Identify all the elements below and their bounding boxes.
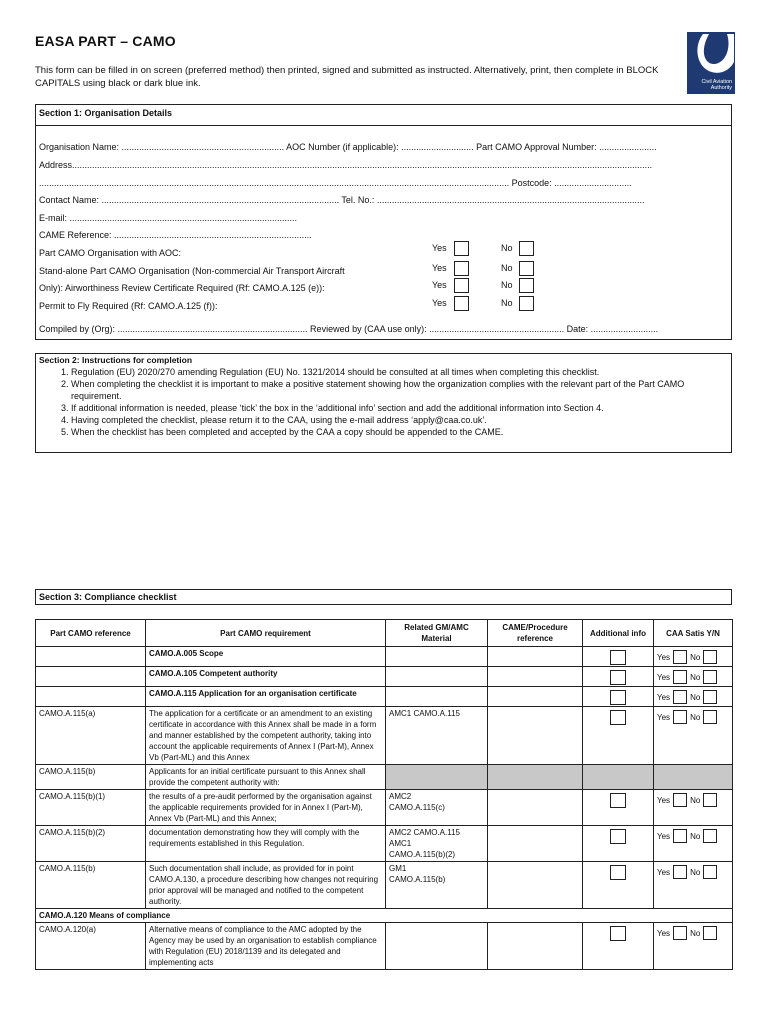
additional-info-cell [583, 765, 654, 790]
logo-line-1: Civil Aviation [701, 79, 732, 85]
question-camo-aoc: Part CAMO Organisation with AOC: [39, 248, 182, 258]
came-procedure-reference[interactable] [488, 923, 583, 970]
yes-label: Yes [657, 692, 671, 702]
no-label: No [690, 795, 701, 805]
caa-satis-cell [654, 707, 733, 765]
caa-satis-yes-no [657, 793, 729, 807]
came-procedure-reference[interactable] [488, 707, 583, 765]
yes-label: Yes [657, 928, 671, 938]
caa-satis-yes-no [657, 710, 729, 724]
no-label: No [690, 652, 701, 662]
caa-no-checkbox[interactable] [703, 793, 717, 807]
yes-label: Yes [657, 712, 671, 722]
table-row [36, 909, 733, 923]
table-row [36, 687, 733, 707]
additional-info-checkbox[interactable] [610, 865, 626, 880]
part-camo-requirement: Such documentation shall include, as provided for in point CAMO.A.130, a procedure describing how changes not requiring prior approval will be managed and notified to the competent authority. [146, 862, 386, 909]
related-gm-amc: AMC2 CAMO.A.115(c) [386, 790, 488, 826]
caa-yes-checkbox[interactable] [673, 670, 687, 684]
additional-info-checkbox[interactable] [610, 926, 626, 941]
section2-box [35, 353, 732, 453]
section1-box [35, 104, 732, 340]
no-label: No [690, 692, 701, 702]
additional-info-cell [583, 862, 654, 909]
no-label: No [501, 263, 513, 273]
caa-satis-yes-no [657, 650, 729, 664]
question-arc: Only): Airworthiness Review Certificate Required (Rf: CAMO.A.125 (e)): [39, 283, 325, 293]
additional-info-checkbox[interactable] [610, 710, 626, 725]
email-line[interactable]: E-mail: ........................................................................................... [39, 213, 298, 223]
caa-satis-cell [654, 687, 733, 707]
related-gm-amc [386, 667, 488, 687]
part-camo-reference: CAMO.A.115(b) [36, 765, 146, 790]
caa-satis-yes-no [657, 670, 729, 684]
yes-label: Yes [657, 831, 671, 841]
part-camo-requirement: CAMO.A.005 Scope [146, 647, 386, 667]
part-camo-requirement: CAMO.A.115 Application for an organisation certificate [146, 687, 386, 707]
question-permit-to-fly: Permit to Fly Required (Rf: CAMO.A.125 (f)): [39, 301, 218, 311]
instructions-list [51, 366, 721, 438]
part-camo-reference [36, 647, 146, 667]
instruction-item: 2. When completing the checklist it is important to make a positive statement showing how the organization complies with the relevant part of the Part CAMO requirement. [71, 378, 721, 402]
caa-no-checkbox[interactable] [703, 670, 717, 684]
additional-info-checkbox[interactable] [610, 829, 626, 844]
additional-info-cell [583, 707, 654, 765]
caa-no-checkbox[interactable] [703, 690, 717, 704]
col-header: Part CAMO requirement [146, 620, 386, 647]
form-intro: This form can be filled in on screen (preferred method) then printed, signed and submitted as instructed. Alternatively, print, then complete in BLOCK CAPITALS using black or dark blue ink. [35, 65, 659, 89]
yes-label: Yes [432, 263, 447, 273]
caa-no-checkbox[interactable] [703, 710, 717, 724]
came-reference-line[interactable]: CAME Reference: ............................................................................... [39, 230, 312, 240]
caa-satis-cell [654, 765, 733, 790]
no-label: No [501, 243, 513, 253]
section1-heading: Section 1: Organisation Details [39, 108, 173, 118]
yes-label: Yes [657, 867, 671, 877]
part-camo-reference: CAMO.A.115(b)(2) [36, 826, 146, 862]
no-label: No [690, 672, 701, 682]
standalone-yes-checkbox[interactable] [454, 261, 469, 276]
table-row [36, 862, 733, 909]
caa-logo [687, 32, 735, 94]
section3-heading: Section 3: Compliance checklist [39, 592, 177, 602]
part-camo-reference: CAMO.A.115(b)(1) [36, 790, 146, 826]
caa-satis-cell [654, 923, 733, 970]
part-camo-requirement: Alternative means of compliance to the AMC adopted by the Agency may be used by an organisation to establish compliance with Regulation (EU) 2018/1139 and its delegated and implementing acts [146, 923, 386, 970]
table-row [36, 790, 733, 826]
additional-info-cell [583, 647, 654, 667]
related-gm-amc [386, 765, 488, 790]
caa-satis-yes-no [657, 926, 729, 940]
caa-yes-checkbox[interactable] [673, 650, 687, 664]
caa-yes-checkbox[interactable] [673, 690, 687, 704]
caa-no-checkbox[interactable] [703, 926, 717, 940]
additional-info-cell [583, 923, 654, 970]
related-gm-amc: AMC2 CAMO.A.115 AMC1 CAMO.A.115(b)(2) [386, 826, 488, 862]
col-header: Additional info [583, 620, 654, 647]
related-gm-amc: GM1 CAMO.A.115(b) [386, 862, 488, 909]
standalone-no-checkbox[interactable] [519, 261, 534, 276]
came-procedure-reference[interactable] [488, 790, 583, 826]
section2-heading: Section 2: Instructions for completion [39, 355, 193, 365]
additional-info-checkbox[interactable] [610, 690, 626, 705]
no-label: No [690, 712, 701, 722]
part-camo-reference [36, 667, 146, 687]
caa-yes-checkbox[interactable] [673, 926, 687, 940]
table-header-row [36, 620, 733, 647]
caa-satis-cell [654, 790, 733, 826]
form-title: EASA PART – CAMO [35, 33, 176, 49]
logo-line-2: Authority [710, 85, 732, 91]
section-row-heading: CAMO.A.120 Means of compliance [36, 909, 733, 923]
table-row [36, 707, 733, 765]
instruction-item: 4. Having completed the checklist, please return it to the CAA, using the e-mail address ‘apply@caa.co.uk’. [71, 414, 721, 426]
no-label: No [690, 867, 701, 877]
caa-satis-cell [654, 862, 733, 909]
part-camo-reference: CAMO.A.115(a) [36, 707, 146, 765]
ptf-no-checkbox[interactable] [519, 296, 534, 311]
part-camo-requirement: The application for a certificate or an amendment to an existing certificate in accordance with this Annex shall be made in a form and manner established by the competent authority, taking into account the applicable requirements of Annex I (Part-M), Annex Vb (Part-ML) and this Annex [146, 707, 386, 765]
logo-text [702, 79, 732, 91]
org-details-line[interactable]: Organisation Name: ................................................................. AOC Number (if applicable): ............................. Part CAMO Approval Number: ....................... [39, 142, 657, 152]
related-gm-amc [386, 923, 488, 970]
related-gm-amc: AMC1 CAMO.A.115 [386, 707, 488, 765]
address-line[interactable]: Address........................................................................................................................................................................................................................................ [39, 160, 653, 170]
yes-label: Yes [432, 280, 447, 290]
no-label: No [501, 298, 513, 308]
additional-info-cell [583, 826, 654, 862]
caa-satis-cell [654, 667, 733, 687]
additional-info-cell [583, 790, 654, 826]
no-label: No [690, 831, 701, 841]
aoc-yes-checkbox[interactable] [454, 241, 469, 256]
caa-yes-checkbox[interactable] [673, 710, 687, 724]
additional-info-cell [583, 667, 654, 687]
section3-heading-box [35, 589, 732, 605]
came-procedure-reference[interactable] [488, 667, 583, 687]
came-procedure-reference[interactable] [488, 826, 583, 862]
col-header: CAME/Procedure reference [488, 620, 583, 647]
table-row [36, 647, 733, 667]
part-camo-reference: CAMO.A.120(a) [36, 923, 146, 970]
caa-satis-yes-no [657, 690, 729, 704]
question-standalone: Stand-alone Part CAMO Organisation (Non-commercial Air Transport Aircraft [39, 266, 345, 276]
postcode-line[interactable]: ............................................................................................................................................................................................ Postcode: ............................... [39, 178, 632, 188]
part-camo-requirement: documentation demonstrating how they will comply with the requirements established in this Regulation. [146, 826, 386, 862]
additional-info-checkbox[interactable] [610, 650, 626, 665]
caa-satis-cell [654, 826, 733, 862]
contact-line[interactable]: Contact Name: ............................................................................................... Tel. No.: ........................................................................................................... [39, 195, 645, 205]
yes-label: Yes [432, 243, 447, 253]
came-procedure-reference[interactable] [488, 687, 583, 707]
caa-yes-checkbox[interactable] [673, 829, 687, 843]
additional-info-checkbox[interactable] [610, 793, 626, 808]
yes-label: Yes [657, 652, 671, 662]
came-procedure-reference [488, 765, 583, 790]
caa-satis-yes-no [657, 829, 729, 843]
related-gm-amc [386, 647, 488, 667]
caa-satis-yes-no [657, 865, 729, 879]
col-header: Part CAMO reference [36, 620, 146, 647]
instruction-item: 5. When the checklist has been completed and accepted by the CAA a copy should be appended to the CAME. [71, 426, 721, 438]
additional-info-cell [583, 687, 654, 707]
caa-no-checkbox[interactable] [703, 865, 717, 879]
caa-yes-checkbox[interactable] [673, 793, 687, 807]
table-row [36, 667, 733, 687]
caa-yes-checkbox[interactable] [673, 865, 687, 879]
additional-info-checkbox[interactable] [610, 670, 626, 685]
part-camo-reference: CAMO.A.115(b) [36, 862, 146, 909]
related-gm-amc [386, 687, 488, 707]
came-procedure-reference[interactable] [488, 647, 583, 667]
instruction-item: 3. If additional information is needed, please ‘tick’ the box in the ‘additional info’ section and add the additional information into Section 4. [71, 402, 721, 414]
part-camo-reference [36, 687, 146, 707]
table-row [36, 923, 733, 970]
compiled-reviewed-line[interactable]: Compiled by (Org): ............................................................................ Reviewed by (CAA use only): ...................................................... Date: ........................... [39, 324, 659, 334]
table-row [36, 765, 733, 790]
yes-label: Yes [657, 672, 671, 682]
caa-satis-cell [654, 647, 733, 667]
col-header: CAA Satis Y/N [654, 620, 733, 647]
part-camo-requirement: Applicants for an initial certificate pursuant to this Annex shall provide the competent authority with: [146, 765, 386, 790]
no-label: No [501, 280, 513, 290]
caa-no-checkbox[interactable] [703, 829, 717, 843]
aoc-no-checkbox[interactable] [519, 241, 534, 256]
compliance-table [35, 619, 733, 970]
table-row [36, 826, 733, 862]
ptf-yes-checkbox[interactable] [454, 296, 469, 311]
yes-label: Yes [432, 298, 447, 308]
no-label: No [690, 928, 701, 938]
instruction-item: 1. Regulation (EU) 2020/270 amending Regulation (EU) No. 1321/2014 should be consulted at all times when completing this checklist. [71, 366, 721, 378]
col-header: Related GM/AMC Material [386, 620, 488, 647]
came-procedure-reference[interactable] [488, 862, 583, 909]
arc-yes-checkbox[interactable] [454, 278, 469, 293]
arc-no-checkbox[interactable] [519, 278, 534, 293]
caa-no-checkbox[interactable] [703, 650, 717, 664]
part-camo-requirement: the results of a pre-audit performed by the organisation against the applicable requirements provided for in Annex I (Part-M), Annex Vb (Part-ML) and this Annex; [146, 790, 386, 826]
part-camo-requirement: CAMO.A.105 Competent authority [146, 667, 386, 687]
yes-label: Yes [657, 795, 671, 805]
